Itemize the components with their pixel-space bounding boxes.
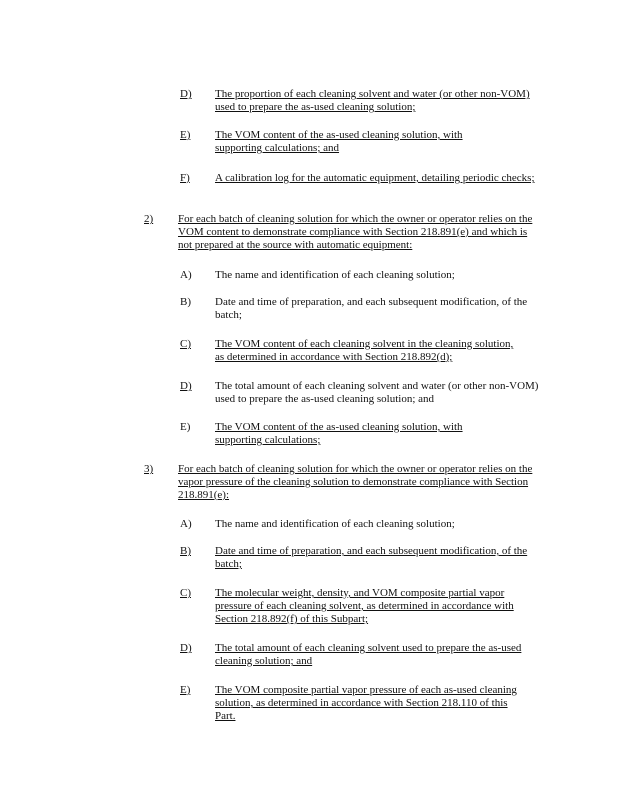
item-marker: D) bbox=[180, 88, 192, 100]
item-marker: A) bbox=[180, 518, 192, 530]
item-marker: C) bbox=[180, 587, 191, 599]
item-marker: A) bbox=[180, 269, 192, 281]
item-text: Date and time of preparation, and each subsequent modification, of the batch; bbox=[215, 296, 528, 321]
item-text: A calibration log for the automatic equipment, detailing periodic checks; bbox=[215, 172, 535, 184]
item-marker: D) bbox=[180, 642, 192, 654]
item-text: For each batch of cleaning solution for which the owner or operator relies on the vapor pressure of the cleaning solution to demonstrate compliance with Section 218.891(e): bbox=[178, 463, 533, 501]
item-text: The VOM content of the as-used cleaning solution, with supporting calculations; and bbox=[215, 129, 463, 154]
item-marker: E) bbox=[180, 421, 191, 433]
item-marker: E) bbox=[180, 684, 191, 696]
item-text: The name and identification of each cleaning solution; bbox=[215, 269, 455, 281]
item-marker: B) bbox=[180, 545, 191, 557]
item-marker: B) bbox=[180, 296, 191, 308]
item-text: The VOM content of the as-used cleaning solution, with supporting calculations; bbox=[215, 421, 463, 446]
item-text: For each batch of cleaning solution for which the owner or operator relies on the VOM content to demonstrate compliance with Section 218.891(e) and which is not prepared at the source with automatic equipment: bbox=[178, 213, 533, 251]
item-text: The total amount of each cleaning solvent used to prepare the as-used cleaning solution; and bbox=[215, 642, 522, 667]
item-text: Date and time of preparation, and each subsequent modification, of the batch; bbox=[215, 545, 528, 570]
item-marker: F) bbox=[180, 172, 190, 184]
item-text: The total amount of each cleaning solvent and water (or other non-VOM) used to prepare the as-used cleaning solution; and bbox=[215, 380, 539, 405]
item-marker: 3) bbox=[144, 463, 154, 475]
item-text: The proportion of each cleaning solvent and water (or other non-VOM) used to prepare the as-used cleaning solution; bbox=[215, 88, 530, 113]
item-text: The VOM content of each cleaning solvent in the cleaning solution, as determined in accordance with Section 218.892(d); bbox=[215, 338, 514, 363]
item-text: The molecular weight, density, and VOM composite partial vapor pressure of each cleaning solvent, as determined in accordance with Section 218.892(f) of this Subpart; bbox=[215, 587, 514, 625]
item-marker: 2) bbox=[144, 213, 154, 225]
item-marker: D) bbox=[180, 380, 192, 392]
item-marker: C) bbox=[180, 338, 191, 350]
item-marker: E) bbox=[180, 129, 191, 141]
item-text: The VOM composite partial vapor pressure of each as-used cleaning solution, as determined in accordance with Section 218.110 of this Part. bbox=[215, 684, 517, 722]
item-text: The name and identification of each cleaning solution; bbox=[215, 518, 455, 530]
